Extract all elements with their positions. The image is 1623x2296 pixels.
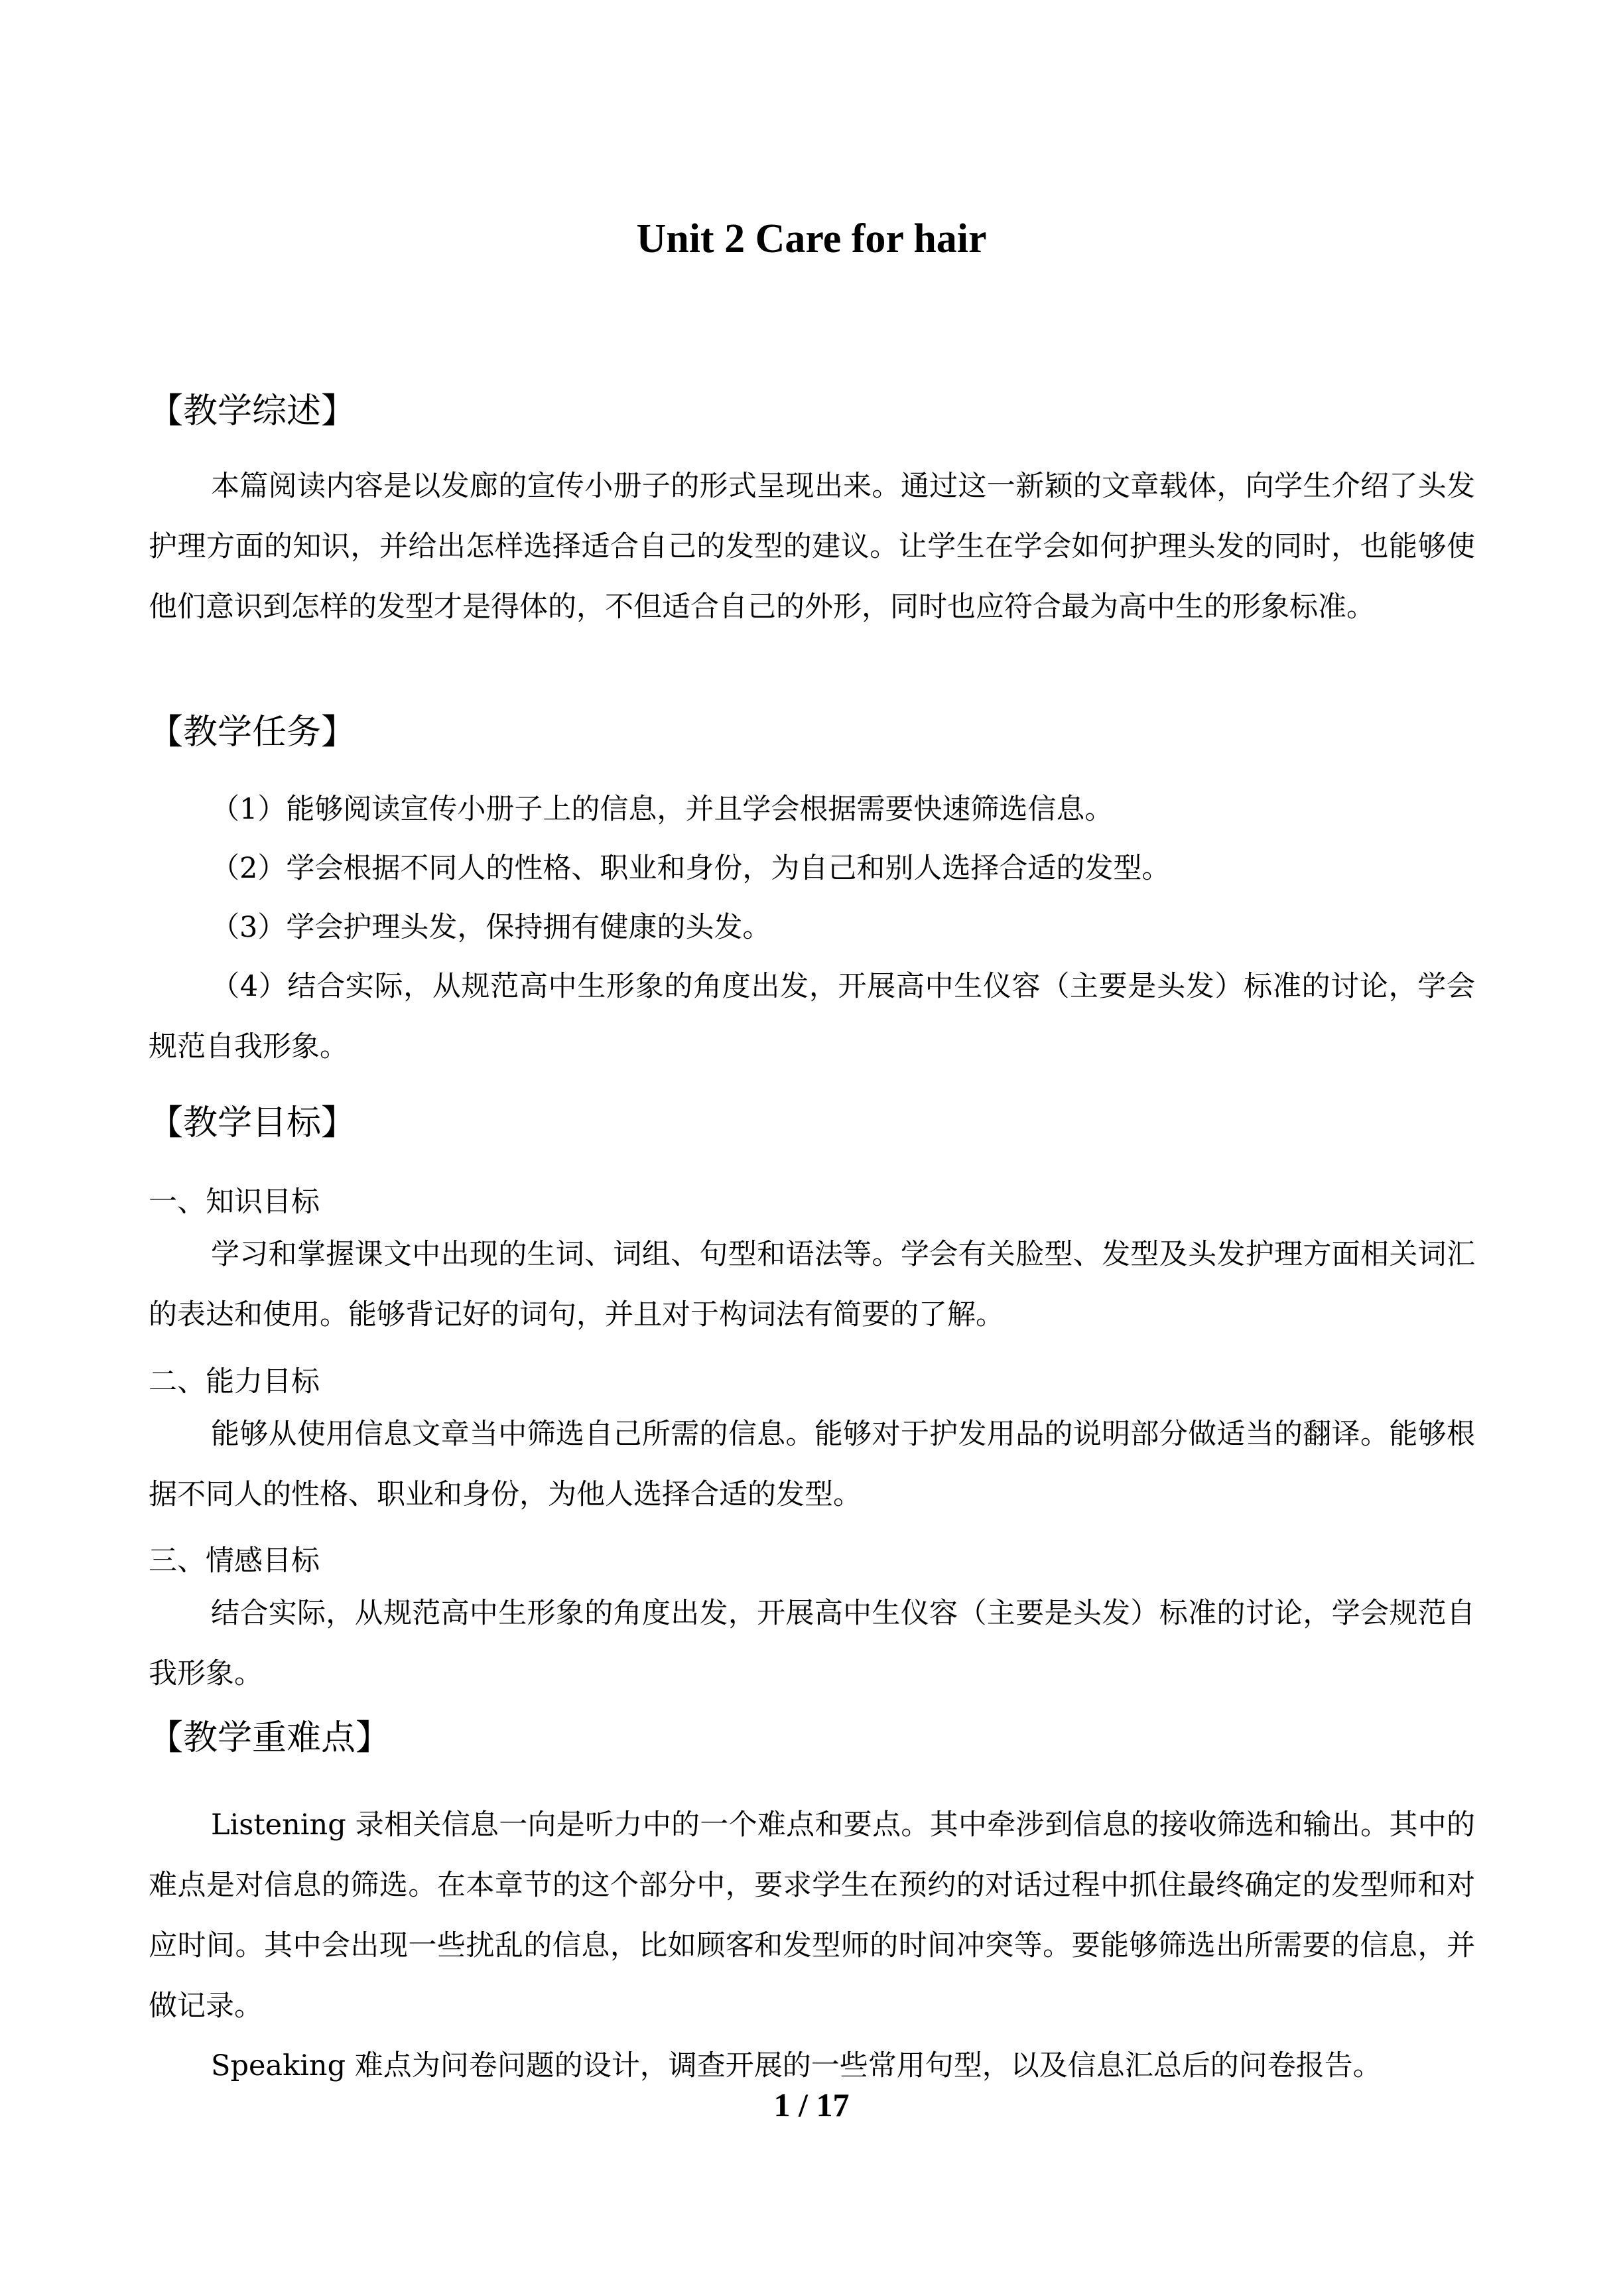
- emotion-objective-text: 结合实际，从规范高中生形象的角度出发，开展高中生仪容（主要是头发）标准的讨论，学会规范自我形象。: [149, 1597, 1475, 1690]
- knowledge-objective-label: 一、知识目标: [149, 1185, 320, 1219]
- ability-objective-text: 能够从使用信息文章当中筛选自己所需的信息。能够对于护发用品的说明部分做适当的翻译。能够根据不同人的性格、职业和身份，为他人选择合适的发型。: [149, 1418, 1475, 1511]
- ability-objective-label: 二、能力目标: [149, 1365, 320, 1398]
- listening-difficulty-paragraph: Listening 录相关信息一向是听力中的一个难点和要点。其中牵涉到信息的接收筛选和输出。其中的难点是对信息的筛选。在本章节的这个部分中，要求学生在预约的对话过程中抓住最终确定的发型师和对应时间。其中会出现一些扰乱的信息，比如顾客和发型师的时间冲突等。要能够筛选出所需要的信息，并做记录。: [149, 1808, 1475, 2023]
- page-number: 1 / 17: [773, 2086, 850, 2124]
- task-item-1: （1）能够阅读宣传小册子上的信息，并且学会根据需要快速筛选信息。: [211, 793, 1114, 826]
- document-title: Unit 2 Care for hair: [636, 216, 987, 261]
- task-item-4: （4）结合实际，从规范高中生形象的角度出发，开展高中生仪容（主要是头发）标准的讨论，学会规范自我形象。: [149, 970, 1475, 1063]
- knowledge-objective-text: 学习和掌握课文中出现的生词、词组、句型和语法等。学会有关脸型、发型及头发护理方面相关词汇的表达和使用。能够背记好的词句，并且对于构词法有简要的了解。: [149, 1238, 1475, 1331]
- emotion-objective-label: 三、情感目标: [149, 1544, 320, 1578]
- overview-paragraph: 本篇阅读内容是以发廊的宣传小册子的形式呈现出来。通过这一新颖的文章载体，向学生介绍了头发护理方面的知识，并给出怎样选择适合自己的发型的建议。让学生在学会如何护理头发的同时，也能够使他们意识到怎样的发型才是得体的，不但适合自己的外形，同时也应符合最为高中生的形象标准。: [149, 470, 1475, 624]
- heading-overview: 【教学综述】: [149, 391, 356, 431]
- task-item-3: （3）学会护理头发，保持拥有健康的头发。: [211, 911, 771, 944]
- heading-tasks: 【教学任务】: [149, 712, 356, 752]
- heading-objectives: 【教学目标】: [149, 1103, 356, 1143]
- task-item-2: （2）学会根据不同人的性格、职业和身份，为自己和别人选择合适的发型。: [211, 852, 1171, 885]
- heading-difficulties: 【教学重难点】: [149, 1718, 391, 1758]
- speaking-difficulty-paragraph: Speaking 难点为问卷问题的设计，调查开展的一些常用句型，以及信息汇总后的问卷报告。: [211, 2049, 1382, 2082]
